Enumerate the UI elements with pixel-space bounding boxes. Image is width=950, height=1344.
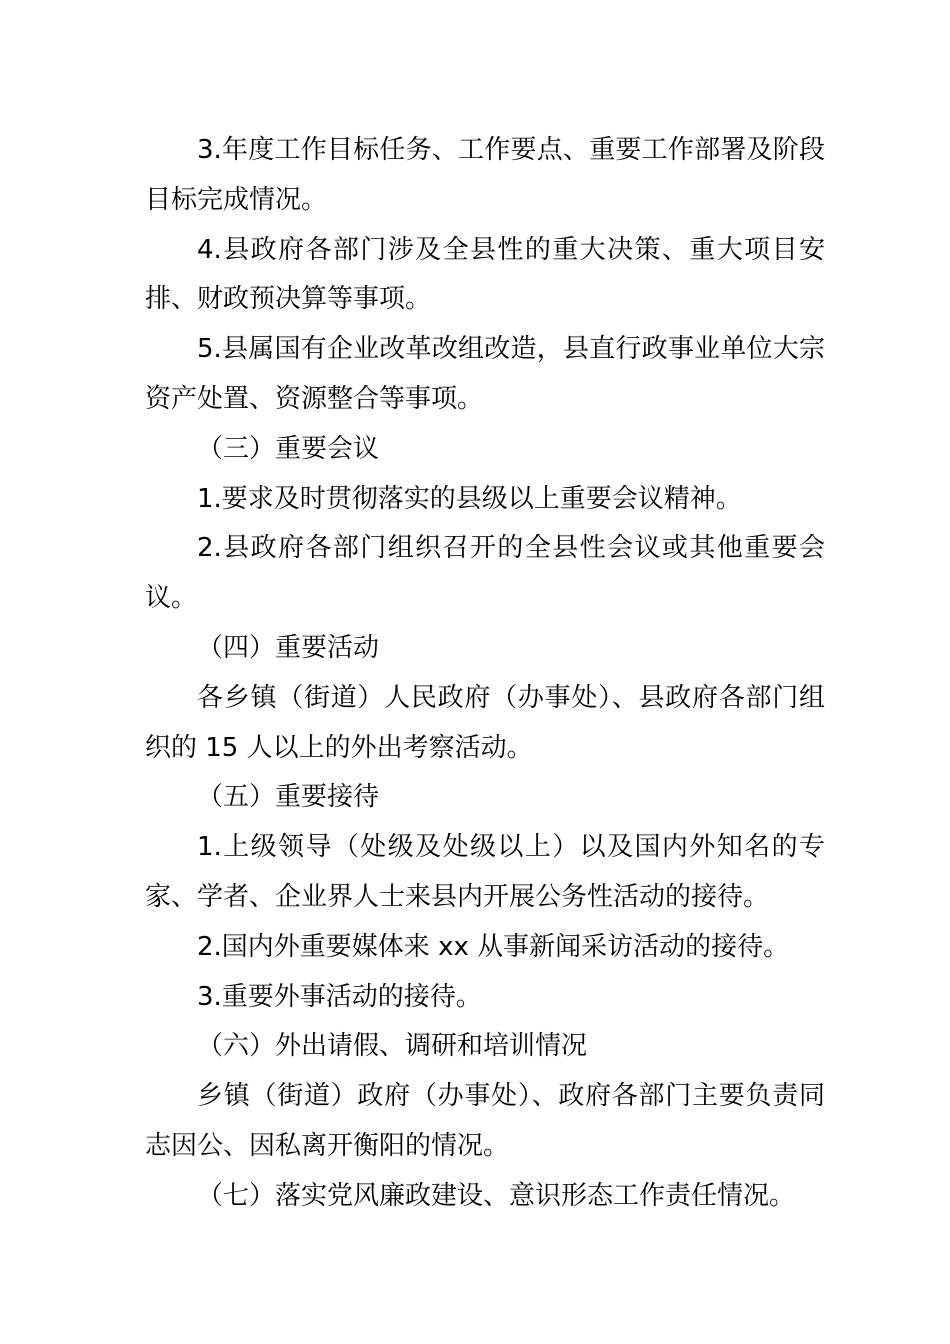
section-heading-important-meetings: （三）重要会议	[197, 433, 380, 464]
section-heading-important-activities: （四）重要活动	[197, 632, 380, 663]
document-body	[145, 126, 825, 1222]
section-heading-integrity-responsibility: （七）落实党风廉政建设、意识形态工作责任情况。	[197, 1180, 796, 1211]
paragraph-meetings-item-2: 2.县政府各部门组织召开的全县性会议或其他重要会议。	[145, 533, 825, 614]
paragraph-activities: 各乡镇（街道）人民政府（办事处）、县政府各部门组织的 15 人以上的外出考察活动。	[145, 682, 825, 763]
section-heading-important-receptions: （五）重要接待	[197, 782, 380, 813]
paragraph-item-3-annual-targets: 3.年度工作目标任务、工作要点、重要工作部署及阶段目标完成情况。	[145, 135, 825, 215]
paragraph-item-4-major-decisions: 4.县政府各部门涉及全县性的重大决策、重大项目安排、财政预决算等事项。	[145, 234, 825, 315]
paragraph-meetings-item-1: 1.要求及时贯彻落实的县级以上重要会议精神。	[197, 483, 742, 514]
paragraph-item-5-state-enterprise-reform: 5.县属国有企业改革改组改造，县直行政事业单位大宗资产处置、资源整合等事项。	[145, 334, 825, 414]
paragraph-leave: 乡镇（街道）政府（办事处）、政府各部门主要负责同志因公、因私离开衡阳的情况。	[145, 1081, 825, 1161]
paragraph-receptions-item-1: 1.上级领导（处级及处级以上）以及国内外知名的专家、学者、企业界人士来县内开展公务性活动的接待。	[145, 832, 825, 912]
paragraph-receptions-item-2: 2.国内外重要媒体来 xx 从事新闻采访活动的接待。	[197, 931, 790, 962]
paragraph-receptions-item-3: 3.重要外事活动的接待。	[197, 981, 482, 1012]
section-heading-leave-research-training: （六）外出请假、调研和培训情况	[197, 1031, 588, 1062]
